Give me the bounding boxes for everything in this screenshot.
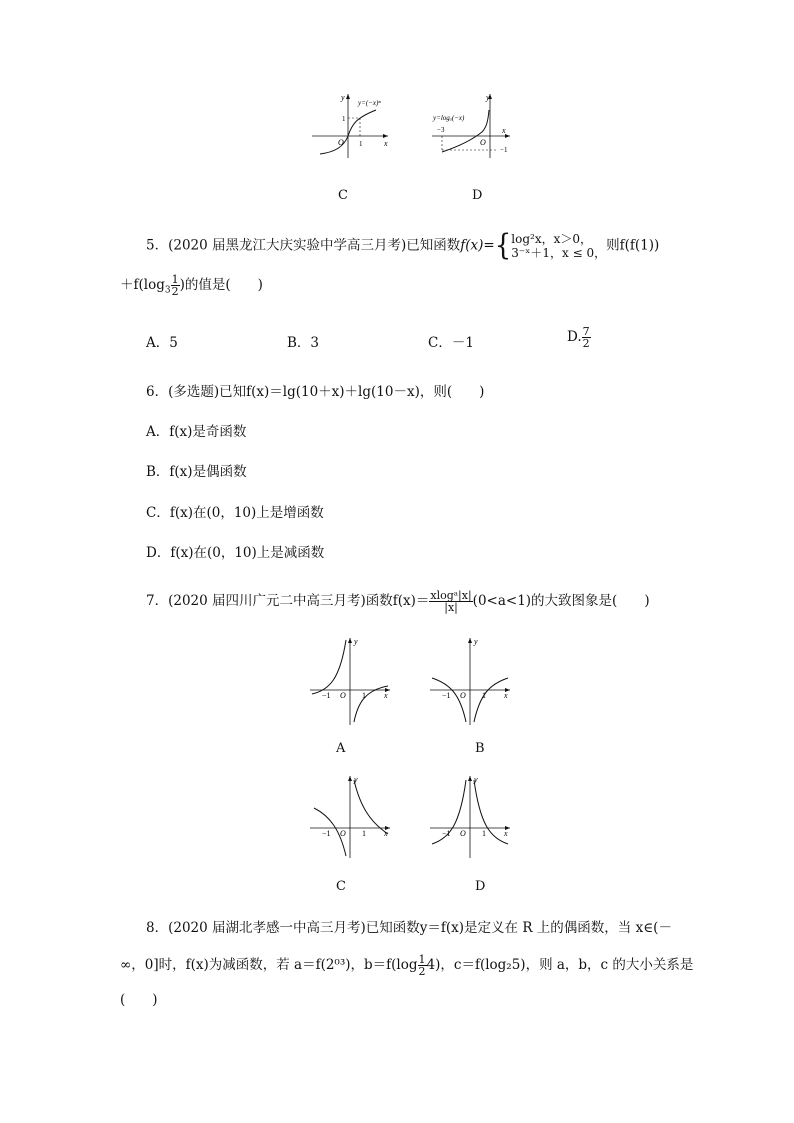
curve-label: y=(−x)ⁿ <box>358 99 381 107</box>
svg-text:y: y <box>474 775 478 784</box>
q6-stem: 6．(多选题)已知f(x)＝lg(10＋x)＋lg(10－x)，则( ) <box>146 384 485 400</box>
curve-left <box>312 640 346 694</box>
top-graph-c-label: C <box>338 188 348 203</box>
q7-graph-c <box>310 775 390 858</box>
q5-option-b[interactable]: B．3 <box>287 335 320 351</box>
svg-text:O: O <box>460 691 466 700</box>
y-label: y <box>341 93 345 102</box>
x-label: x <box>384 139 388 148</box>
q5-option-c[interactable]: C．－1 <box>428 335 474 351</box>
q7-fraction: $\frac{\text{xlogᵃ|x|}}{|x|}$ <box>430 589 472 614</box>
curve-label: y=logₐ(−x) <box>433 114 465 122</box>
svg-text:−1: −1 <box>442 691 451 700</box>
q5-brace: { <box>494 229 512 263</box>
q8-line2-b: 4)，c＝f(log₂5)，则 a，b，c 的大小关系是 <box>426 957 694 973</box>
svg-text:x: x <box>504 691 508 700</box>
q7-graph-b <box>430 637 510 725</box>
top-graphs <box>300 88 540 160</box>
curve-right <box>474 780 508 844</box>
svg-text:x: x <box>384 829 388 838</box>
svg-text:1: 1 <box>482 691 486 700</box>
q5-fraction: $\frac{1}{2}$ <box>171 273 179 298</box>
q7-graph-a <box>310 637 390 725</box>
q7-prefix: 7．(2020 届四川广元二中高三月考)函数f(x)＝ <box>146 593 430 609</box>
q7-option-a[interactable]: A <box>336 741 346 756</box>
svg-text:x: x <box>504 829 508 838</box>
svg-text:−1: −1 <box>442 829 451 838</box>
curve-left <box>432 678 466 722</box>
tick-y: 1 <box>342 115 346 123</box>
q5-line2 <box>120 274 263 301</box>
q7-stem <box>146 590 650 613</box>
svg-text:y: y <box>354 637 358 646</box>
q8-fraction: $\frac{1}{2}$ <box>418 953 426 978</box>
q5-option-d-fraction: $\frac{7}{2}$ <box>582 325 590 350</box>
svg-text:x: x <box>384 691 388 700</box>
q8-line2-a: ∞，0]时，f(x)为减函数，若 a＝f(2⁰³)，b＝f(log <box>120 957 418 973</box>
top-graph-d-label: D <box>472 188 483 203</box>
q5-line2-a: ＋f(log <box>120 277 165 293</box>
q6-option-d[interactable]: D．f(x)在(0，10)上是减函数 <box>146 545 325 561</box>
q7-graphs <box>300 630 530 860</box>
x-label: x <box>502 126 506 135</box>
origin-label: O <box>480 138 486 147</box>
svg-text:−1: −1 <box>322 691 331 700</box>
tick-neg3: −3 <box>437 126 445 134</box>
q7-graph-d <box>430 775 510 858</box>
q5-stem <box>146 229 660 263</box>
svg-text:1: 1 <box>362 691 366 700</box>
svg-text:y: y <box>354 775 358 784</box>
curve-right <box>474 678 508 722</box>
q5-text-after: 则f(f(1)) <box>606 237 660 254</box>
q6-option-c[interactable]: C．f(x)在(0，10)上是增函数 <box>146 505 324 521</box>
q5-case1: log²x，x＞0， <box>511 232 593 246</box>
svg-text:O: O <box>460 829 466 838</box>
q5-cases <box>511 232 606 260</box>
q5-line2-sub: 3 <box>164 285 171 296</box>
q5-text-before: 5．(2020 届黑龙江大庆实验中学高三月考)已知函数 <box>146 237 461 254</box>
curve-right <box>354 780 388 834</box>
graph-top-c <box>312 93 388 158</box>
svg-text:O: O <box>340 829 346 838</box>
tick-x: 1 <box>359 140 363 148</box>
svg-text:−1: −1 <box>322 829 331 838</box>
graph-top-d <box>432 93 510 158</box>
tick-neg1: −1 <box>500 146 508 154</box>
q5-fx: f(x)= <box>460 237 495 254</box>
q8-line2 <box>120 954 693 977</box>
svg-text:O: O <box>340 691 346 700</box>
svg-text:1: 1 <box>362 829 366 838</box>
q5-option-d[interactable]: D. $\frac{7}{2}$ <box>567 325 590 350</box>
origin-label: O <box>338 138 344 147</box>
y-label: y <box>486 93 490 102</box>
q6-option-a[interactable]: A．f(x)是奇函数 <box>146 424 247 440</box>
q6-option-b[interactable]: B．f(x)是偶函数 <box>146 464 247 480</box>
q7-option-b[interactable]: B <box>475 741 485 756</box>
q7-option-d[interactable]: D <box>475 879 486 894</box>
svg-text:y: y <box>474 637 478 646</box>
curve-right <box>354 686 388 722</box>
q5-line2-b: )的值是( ) <box>179 277 263 293</box>
q7-option-c[interactable]: C <box>336 879 346 894</box>
q8-line3: ( ) <box>120 992 158 1008</box>
q8-line1: 8．(2020 届湖北孝感一中高三月考)已知函数y＝f(x)是定义在 R 上的偶函数，当 x∈(－ <box>146 920 672 936</box>
svg-text:1: 1 <box>482 829 486 838</box>
q5-case2: 3⁻ˣ＋1，x ≤ 0， <box>511 246 607 260</box>
q5-option-a[interactable]: A．5 <box>146 335 178 351</box>
q7-suffix: (0<a<1)的大致图象是( ) <box>472 593 650 609</box>
